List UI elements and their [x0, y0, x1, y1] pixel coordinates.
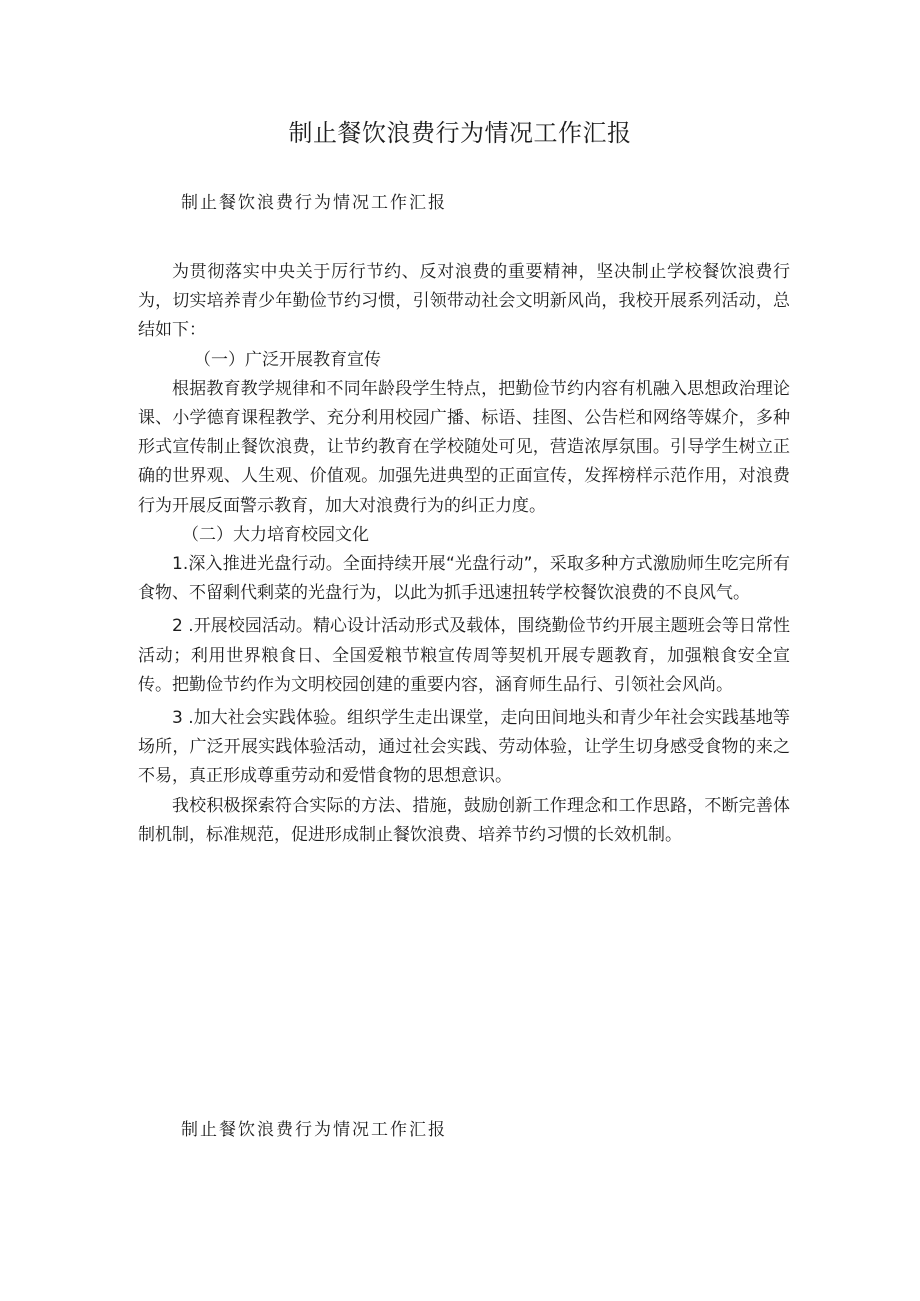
section-heading-2: （二）大力培育校园文化 [182, 524, 369, 545]
document-subtitle: 制止餐饮浪费行为情况工作汇报 [181, 193, 447, 213]
list-item-1: 1.深入推进光盘行动。全面持续开展“光盘行动”，采取多种方式激励师生吃完所有食物、不留剩代剩菜的光盘行为，以此为抓手迅速扭转学校餐饮浪费的不良风气。 [138, 554, 790, 604]
footer-title: 制止餐饮浪费行为情况工作汇报 [181, 1120, 447, 1140]
list-item-2: 2 .开展校园活动。精心设计活动形式及载体，围绕勤俭节约开展主题班会等日常性活动；利用世界粮食日、全国爱粮节粮宣传周等契机开展专题教育，加强粮食安全宣传。把勤俭节约作为文明校园创建的重要内容，涵育师生品行、引领社会风尚。 [138, 616, 790, 695]
conclusion-paragraph: 我校积极探索符合实际的方法、措施，鼓励创新工作理念和工作思路，不断完善体制机制，标准规范，促进形成制止餐饮浪费、培养节约习惯的长效机制。 [138, 795, 790, 845]
document-body [138, 258, 790, 850]
document-title: 制止餐饮浪费行为情况工作汇报 [288, 119, 632, 147]
section-1-paragraph: 根据教育教学规律和不同年龄段学生特点，把勤俭节约内容有机融入思想政治理论课、小学德育课程教学、充分利用校园广播、标语、挂图、公告栏和网络等媒介，多种形式宣传制止餐饮浪费，让节约教育在学校随处可见，营造浓厚氛围。引导学生树立正确的世界观、人生观、价值观。加强先进典型的正面宣传，发挥榜样示范作用，对浪费行为开展反面警示教育，加大对浪费行为的纠正力度。 [138, 378, 790, 516]
list-item-3: 3 .加大社会实践体验。组织学生走出课堂，走向田间地头和青少年社会实践基地等场所，广泛开展实践体验活动，通过社会实践、劳动体验，让学生切身感受食物的来之不易，真正形成尊重劳动和爱惜食物的思想意识。 [138, 708, 790, 787]
intro-paragraph: 为贯彻落实中央关于厉行节约、反对浪费的重要精神，坚决制止学校餐饮浪费行为，切实培养青少年勤俭节约习惯，引领带动社会文明新风尚，我校开展系列活动，总结如下： [138, 262, 790, 341]
section-heading-1: （一）广泛开展教育宣传 [194, 349, 381, 370]
